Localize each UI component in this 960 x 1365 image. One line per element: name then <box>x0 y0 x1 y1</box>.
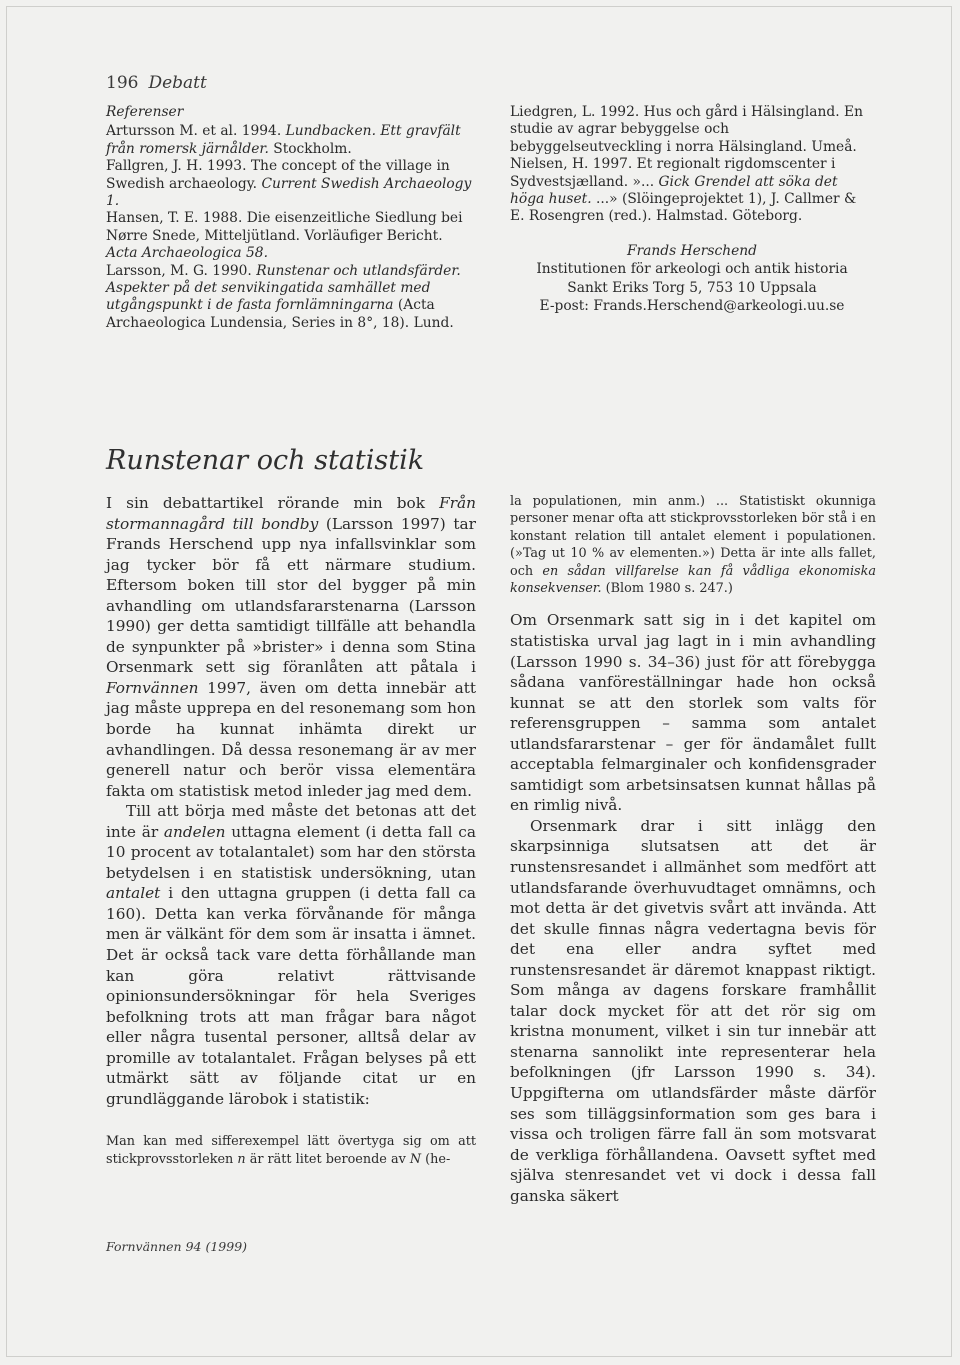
page-number: 196 <box>106 73 139 93</box>
text-run: Nielsen, H. 1997. Et regionalt rigdomscenter i Sydvestsjælland. »... <box>510 156 836 190</box>
body-left-column <box>106 493 476 1168</box>
text-run: Till att börja med måste det betonas att det inte är <box>106 802 476 841</box>
text-run: är rätt litet beroende av <box>245 1151 410 1167</box>
text-run: I sin debattartikel rörande min bok <box>106 494 440 512</box>
references-right-column <box>510 104 874 316</box>
text-run: Liedgren, L. 1992. Hus och gård i Hälsingland. En studie av agrar bebyggelse och bebyggelseutveckling i norra Hälsingland. Umeå. <box>510 104 863 155</box>
italic-text: n <box>237 1151 246 1167</box>
italic-text: Current Swedish Archaeology 1. <box>106 175 472 210</box>
italic-text: Gick Grendel att söka det höga huset. <box>510 173 838 208</box>
italic-text: Runstenar och utlandsfärder. Aspekter på det senvikingatida samhället med utgångspunkt i de fasta fornlämningarna <box>106 262 461 314</box>
article-title: Runstenar och statistik <box>106 445 425 476</box>
italic-text: en sådan villfarelse kan få vådliga ekonomiska konsekvenser. <box>510 563 876 597</box>
author-name: Frands Herschend <box>627 242 757 259</box>
text-run: uttagna element (i detta fall ca 10 procent av totalantalet) som har den största betydelsen i en statistisk undersökning, utan <box>106 822 476 882</box>
reference-list <box>510 104 874 226</box>
text-run: Man kan med sifferexempel lätt övertyga sig om att stickprovsstorleken <box>106 1134 476 1167</box>
reference-entry <box>106 210 478 262</box>
reference-entry <box>510 156 874 226</box>
text-run: i den uttagna gruppen (i detta fall ca 160). Detta kan verka förvånande för många men är välkänt för dem som är insatta i ämnet. Det är också tack vare detta förhållande man kan göra relativt rättvisande opinionsundersökningar för hela Sveriges befolkning trots att man frågar bara något eller några tusental personer, alltså delar av promille av totalantalet. Frågan belyses på ett utmärkt sätt av följande citat ur en grundläggande lärobok i statistik: <box>106 884 476 1108</box>
paragraph <box>106 801 476 1109</box>
italic-text: N <box>409 1151 422 1167</box>
text-run: Om Orsenmark satt sig in i det kapitel om statistiska urval jag lagt in i min avhandling (Larsson 1990 s. 34–36) just för att förebygga sådana vanföreställningar hade hon också kunnat se att den storlek som valts för referensgruppen – samma som antalet utlandsfararstenar – ger för ändamålet fullt acceptabla felmarginaler och konfidensgrader samtidigt som arbetsinsatsen kunnat hållas på en rimlig nivå. <box>510 611 876 815</box>
paragraph <box>510 816 876 1206</box>
references-heading: Referenser <box>106 104 184 120</box>
text-run: Fallgren, J. H. 1993. The concept of the village in Swedish archaeology. <box>106 158 450 192</box>
italic-text: Lundbacken. Ett gravfält från romersk järnålder. <box>106 123 461 157</box>
text-run: Stockholm. <box>268 140 352 157</box>
footnote <box>106 1133 476 1168</box>
body-right-column <box>510 493 876 1206</box>
paragraph <box>510 610 876 815</box>
paragraph <box>106 493 476 801</box>
reference-entry <box>510 104 874 156</box>
reference-list <box>106 123 478 332</box>
reference-entry <box>106 263 478 333</box>
text-run: Larsson, M. G. 1990. <box>106 262 257 279</box>
italic-text: Från stormannagård till bondby <box>106 494 476 533</box>
page-footer: Fornvännen 94 (1999) <box>106 1239 248 1254</box>
text-run: Orsenmark drar i sitt inlägg den skarpsinniga slutsatsen att det är runstensresandet i allmänhet som medfört att utlandsfarande överhuvudtaget omnämns, och mot detta är det givetvis svårt att invända. Att det skulle finnas några vedertagna bevis för det ena eller andra syftet med runstensresandet är däremot knappast riktigt. Som många av dagens forskare framhållit talar dock mycket för att det rör sig om kristna monument, vilket i sin tur innebär att stenarna sannolikt inte representerar hela befolkningen (jfr Larsson 1990 s. 34). Uppgifterna om utlandsfärder måste därför ses som tilläggsinformation som ges bara i vissa och troligen färre fall än som motsvarat de verkliga förhållandena. Oavsett syftet med själva stenresandet vet vi dock i dessa fall ganska säkert <box>510 816 876 1205</box>
running-header <box>106 73 207 93</box>
author-address: Sankt Eriks Torg 5, 753 10 Uppsala <box>567 279 817 296</box>
section-title: Debatt <box>148 73 207 93</box>
author-block <box>510 242 874 316</box>
reference-entry <box>106 158 478 210</box>
italic-text: Fornvännen <box>106 678 199 697</box>
text-run: la populationen, min anm.) ... Statistiskt okunniga personer menar ofta att stickprovsstorleken bör stå i en konstant relation till antalet element i populationen. (»Tag ut 10 % av elementen.») Detta är inte alls fallet, och <box>510 494 876 579</box>
text-run: 1997, även om detta innebär att jag måste upprepa en del resonemang som hon borde ha kunnat inhämta direkt ur avhandlingen. Då dessa resonemang är av mer generell natur och berör vissa elementära fakta om statistisk metod inleder jag med dem. <box>106 678 476 800</box>
block-quote <box>510 493 876 597</box>
text-run: (Larsson 1997) tar Frands Herschend upp nya infallsvinklar som jag tycker bör få ett närmare studium. Eftersom boken till stor del bygger på min avhandling om utlandsfararstenarna (Larsson 1990) ger detta samtidigt tillfälle att behandla de synpunkter på »brister» i denna som Stina Orsenmark sett sig föranlåten att påtala i <box>106 514 476 677</box>
text-run: Artursson M. et al. 1994. <box>106 123 286 140</box>
text-run: (he- <box>421 1151 451 1167</box>
author-institution: Institutionen för arkeologi och antik historia <box>536 261 848 278</box>
text-run: (Acta Archaeologica Lundensia, Series in 8°, 18). Lund. <box>106 297 454 331</box>
italic-text: antalet <box>106 884 161 903</box>
text-run: (Blom 1980 s. 247.) <box>601 581 733 597</box>
author-email: E-post: Frands.Herschend@arkeologi.uu.se <box>539 298 845 315</box>
text-run: ...» (Slöingeprojektet 1), J. Callmer & E. Rosengren (red.). Halmstad. Göteborg. <box>510 191 857 225</box>
references-left-column <box>106 104 478 332</box>
text-run: Hansen, T. E. 1988. Die eisenzeitliche Siedlung bei Nørre Snede, Mitteljütland. Vorläufiger Bericht. <box>106 210 463 244</box>
italic-text: Acta Archaeologica 58. <box>106 245 268 262</box>
italic-text: andelen <box>163 822 226 841</box>
reference-entry <box>106 123 478 158</box>
